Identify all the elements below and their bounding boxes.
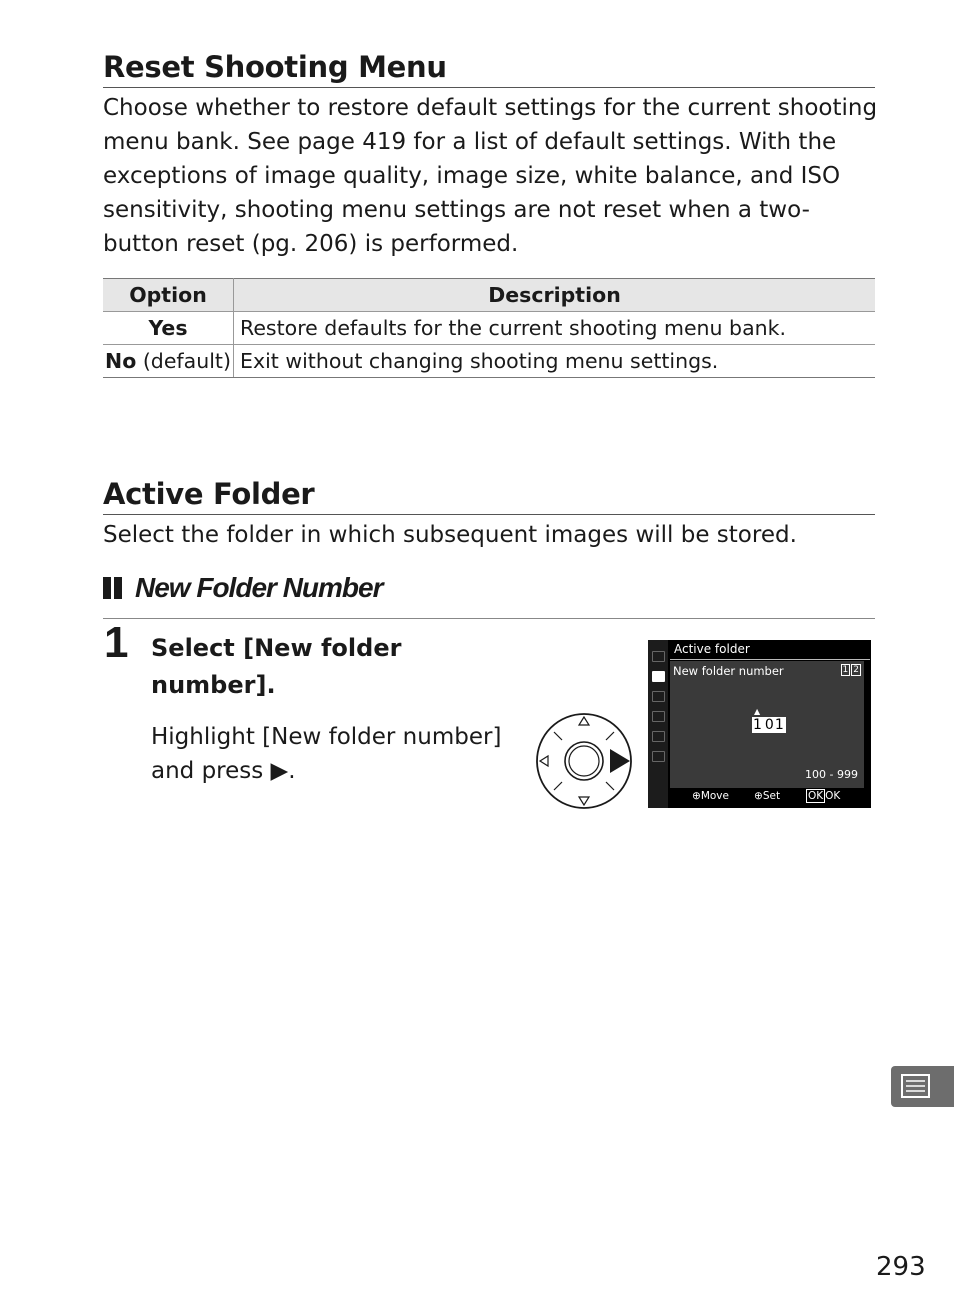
multi-selector-right-icon bbox=[534, 712, 634, 810]
reset-shooting-menu-title: Reset Shooting Menu bbox=[103, 49, 875, 88]
screen-menu-title: Active folder bbox=[674, 642, 750, 656]
screen-panel bbox=[670, 661, 864, 788]
custom-settings-tab-icon bbox=[652, 691, 665, 702]
reset-intro-paragraph: Choose whether to restore default settings for the current shooting menu bank. See page 419 for a list of default settings. With the exceptions of image quality, image size, white balance, and ISO sensitivity, shooting menu settings are not reset when a two-button reset (pg. 206) is performed. bbox=[103, 95, 878, 257]
new-folder-number-subheading bbox=[103, 570, 875, 619]
footer-move-label: Move bbox=[700, 790, 729, 802]
table-row bbox=[103, 345, 875, 378]
footer-set-label: Set bbox=[762, 790, 781, 802]
description-cell: Exit without changing shooting menu settings. bbox=[234, 345, 876, 378]
header-option: Option bbox=[103, 279, 234, 312]
option-cell bbox=[103, 312, 234, 345]
selected-digit: 1 bbox=[753, 717, 763, 733]
screen-title-divider bbox=[670, 659, 870, 660]
footer-move: ⊕Move bbox=[692, 790, 729, 802]
screen-menu-tabs bbox=[648, 640, 668, 808]
menu-list-icon bbox=[891, 1066, 954, 1107]
folder-number-value bbox=[752, 717, 786, 733]
footer-set: ⊕Set bbox=[754, 790, 781, 802]
option-name: Yes bbox=[148, 316, 188, 340]
bank-2-icon: 2 bbox=[853, 665, 859, 675]
option-note: (default) bbox=[136, 349, 231, 373]
option-name: No bbox=[105, 349, 137, 373]
table-row bbox=[103, 312, 875, 345]
options-table bbox=[103, 278, 875, 378]
step-title: Select [New folder number]. bbox=[151, 634, 402, 699]
step-number: 1 bbox=[104, 618, 129, 667]
bank-1-icon: 1 bbox=[842, 665, 849, 675]
active-folder-title: Active Folder bbox=[103, 476, 875, 515]
my-menu-tab-icon bbox=[652, 751, 665, 762]
footer-ok bbox=[806, 790, 840, 802]
active-folder-intro: Select the folder in which subsequent images will be stored. bbox=[103, 522, 797, 548]
setup-tab-icon bbox=[652, 711, 665, 722]
options-table-header bbox=[103, 279, 875, 312]
menu-guide-tab bbox=[891, 1066, 954, 1107]
option-cell bbox=[103, 345, 234, 378]
header-description: Description bbox=[234, 279, 876, 312]
subheading-text: New Folder Number bbox=[135, 572, 383, 603]
camera-screen bbox=[648, 640, 871, 808]
shooting-tab-icon bbox=[652, 671, 665, 682]
playback-tab-icon bbox=[652, 651, 665, 662]
screen-item-label: New folder number bbox=[673, 664, 784, 678]
step-description: Highlight [New folder number] and press ▶. bbox=[151, 724, 502, 784]
retouch-tab-icon bbox=[652, 731, 665, 742]
screen-bank-icons bbox=[840, 664, 861, 676]
page-number: 293 bbox=[876, 1252, 926, 1282]
folder-number-range: 100 - 999 bbox=[805, 768, 858, 781]
description-cell: Restore defaults for the current shooting menu bank. bbox=[234, 312, 876, 345]
remaining-digits: 01 bbox=[764, 717, 785, 733]
ok-key-icon: OK bbox=[808, 790, 824, 802]
footer-ok-label: OK bbox=[825, 790, 841, 802]
section-bars-icon bbox=[103, 577, 125, 603]
up-caret-icon: ▲ bbox=[754, 707, 761, 716]
